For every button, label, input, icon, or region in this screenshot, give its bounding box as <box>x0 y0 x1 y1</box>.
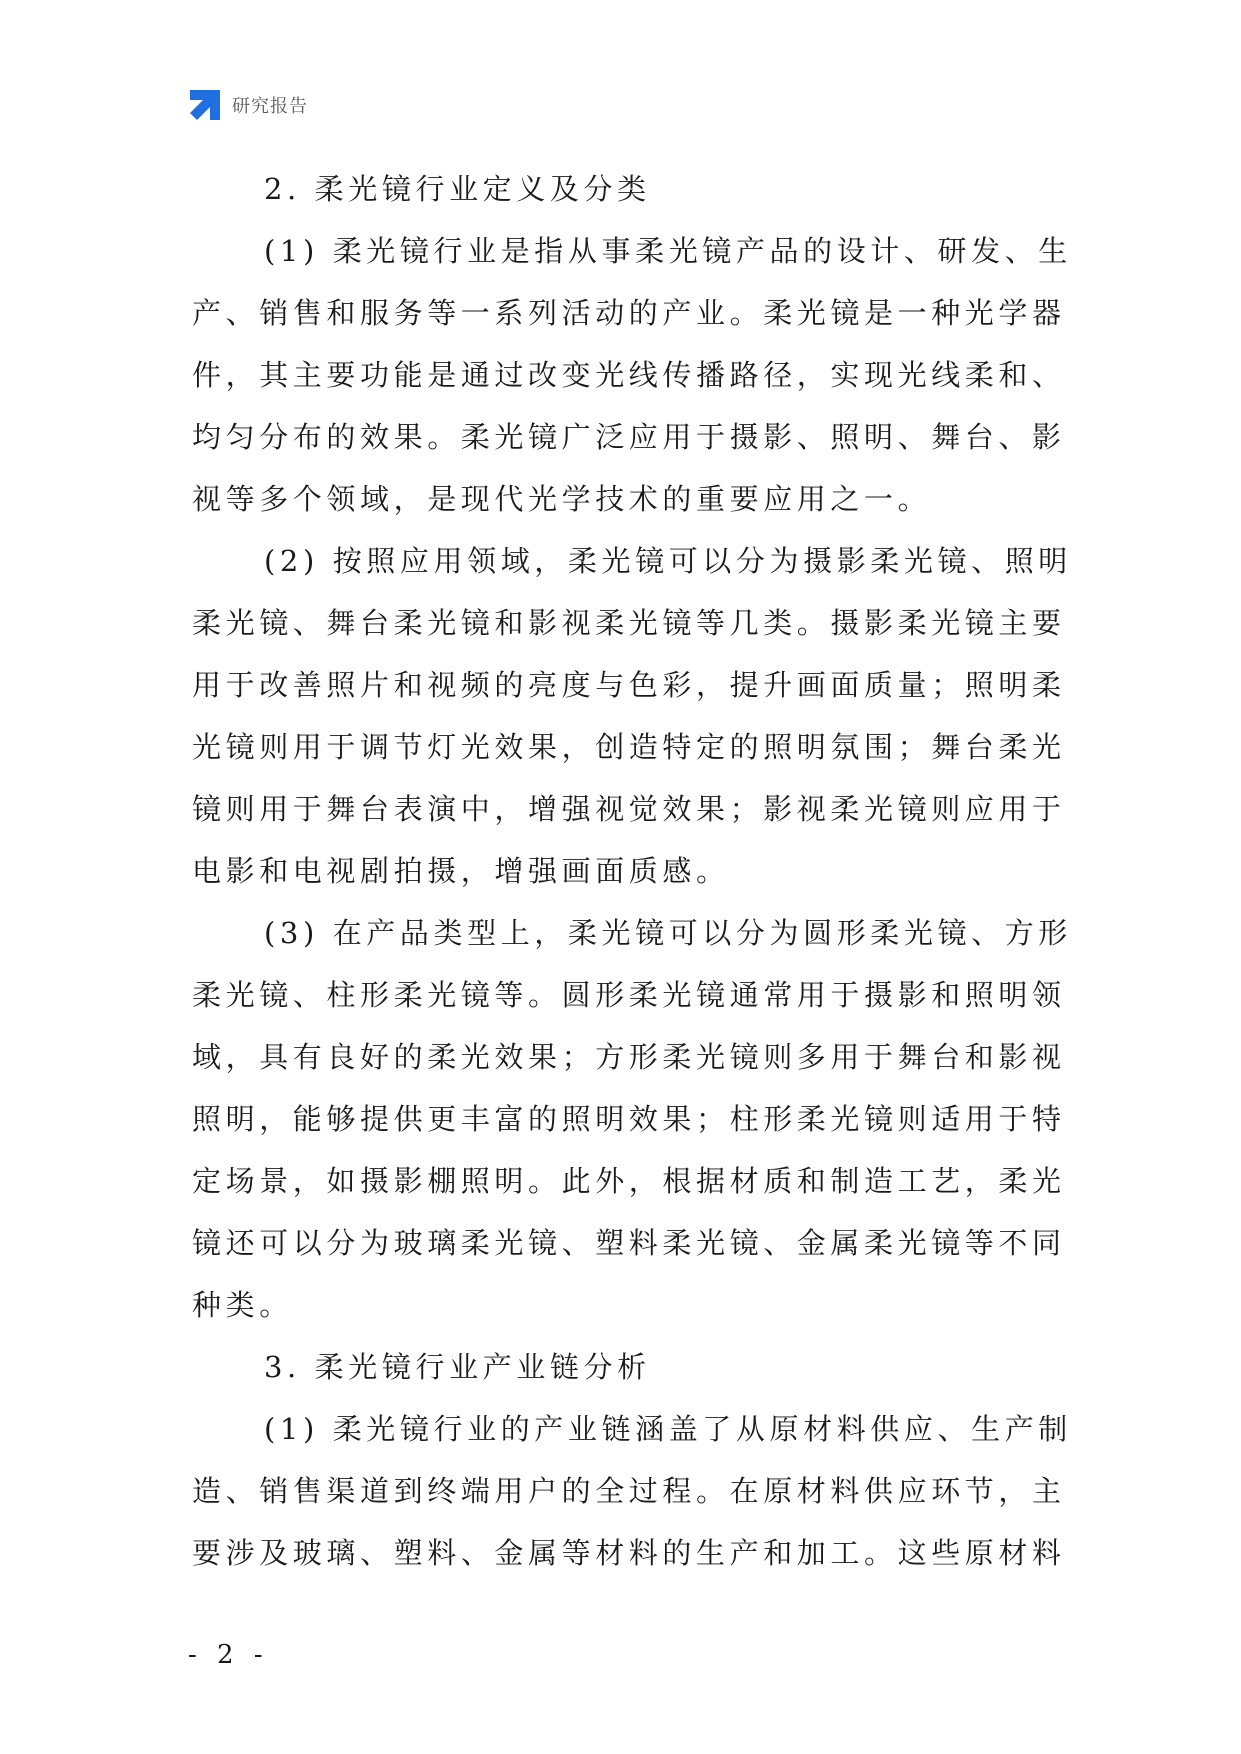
document-body <box>192 158 1072 1584</box>
header-title: 研究报告 <box>232 96 308 117</box>
arrow-up-right-icon <box>188 88 222 122</box>
paragraph-line: 造、销售渠道到终端用户的全过程。在原材料供应环节，主 <box>192 1474 1066 1508</box>
paragraph-line: 要涉及玻璃、塑料、金属等材料的生产和加工。这些原材料 <box>192 1536 1066 1570</box>
paragraph-line: 均匀分布的效果。柔光镜广泛应用于摄影、照明、舞台、影 <box>192 420 1066 454</box>
paragraph-line: 照明，能够提供更丰富的照明效果；柱形柔光镜则适用于特 <box>192 1102 1066 1136</box>
paragraph-line: 用于改善照片和视频的亮度与色彩，提升画面质量；照明柔 <box>192 668 1066 702</box>
paragraph-line: 定场景，如摄影棚照明。此外，根据材质和制造工艺，柔光 <box>192 1164 1066 1198</box>
paragraph-line: 镜则用于舞台表演中，增强视觉效果；影视柔光镜则应用于 <box>192 792 1066 826</box>
paragraph-line: 柔光镜、柱形柔光镜等。圆形柔光镜通常用于摄影和照明领 <box>192 978 1066 1012</box>
report-header <box>188 88 308 122</box>
section-heading: 3. 柔光镜行业产业链分析 <box>264 1350 651 1384</box>
paragraph-line: 产、销售和服务等一系列活动的产业。柔光镜是一种光学器 <box>192 296 1066 330</box>
paragraph-line: (3) 在产品类型上，柔光镜可以分为圆形柔光镜、方形 <box>264 916 1072 950</box>
paragraph-line: (1) 柔光镜行业的产业链涵盖了从原材料供应、生产制 <box>264 1412 1072 1446</box>
paragraph-line: 域，具有良好的柔光效果；方形柔光镜则多用于舞台和影视 <box>192 1040 1066 1074</box>
paragraph-line: 光镜则用于调节灯光效果，创造特定的照明氛围；舞台柔光 <box>192 730 1066 764</box>
paragraph-line: (2) 按照应用领域，柔光镜可以分为摄影柔光镜、照明 <box>264 544 1072 578</box>
paragraph-line: 柔光镜、舞台柔光镜和影视柔光镜等几类。摄影柔光镜主要 <box>192 606 1066 640</box>
paragraph-line: 件，其主要功能是通过改变光线传播路径，实现光线柔和、 <box>192 358 1066 392</box>
paragraph-line: 种类。 <box>192 1288 293 1322</box>
paragraph-line: 电影和电视剧拍摄，增强画面质感。 <box>192 854 730 888</box>
paragraph-line: 镜还可以分为玻璃柔光镜、塑料柔光镜、金属柔光镜等不同 <box>192 1226 1066 1260</box>
paragraph-line: (1) 柔光镜行业是指从事柔光镜产品的设计、研发、生 <box>264 234 1072 268</box>
section-heading: 2. 柔光镜行业定义及分类 <box>264 172 651 206</box>
page-number: - 2 - <box>188 1640 269 1670</box>
paragraph-line: 视等多个领域，是现代光学技术的重要应用之一。 <box>192 482 932 516</box>
